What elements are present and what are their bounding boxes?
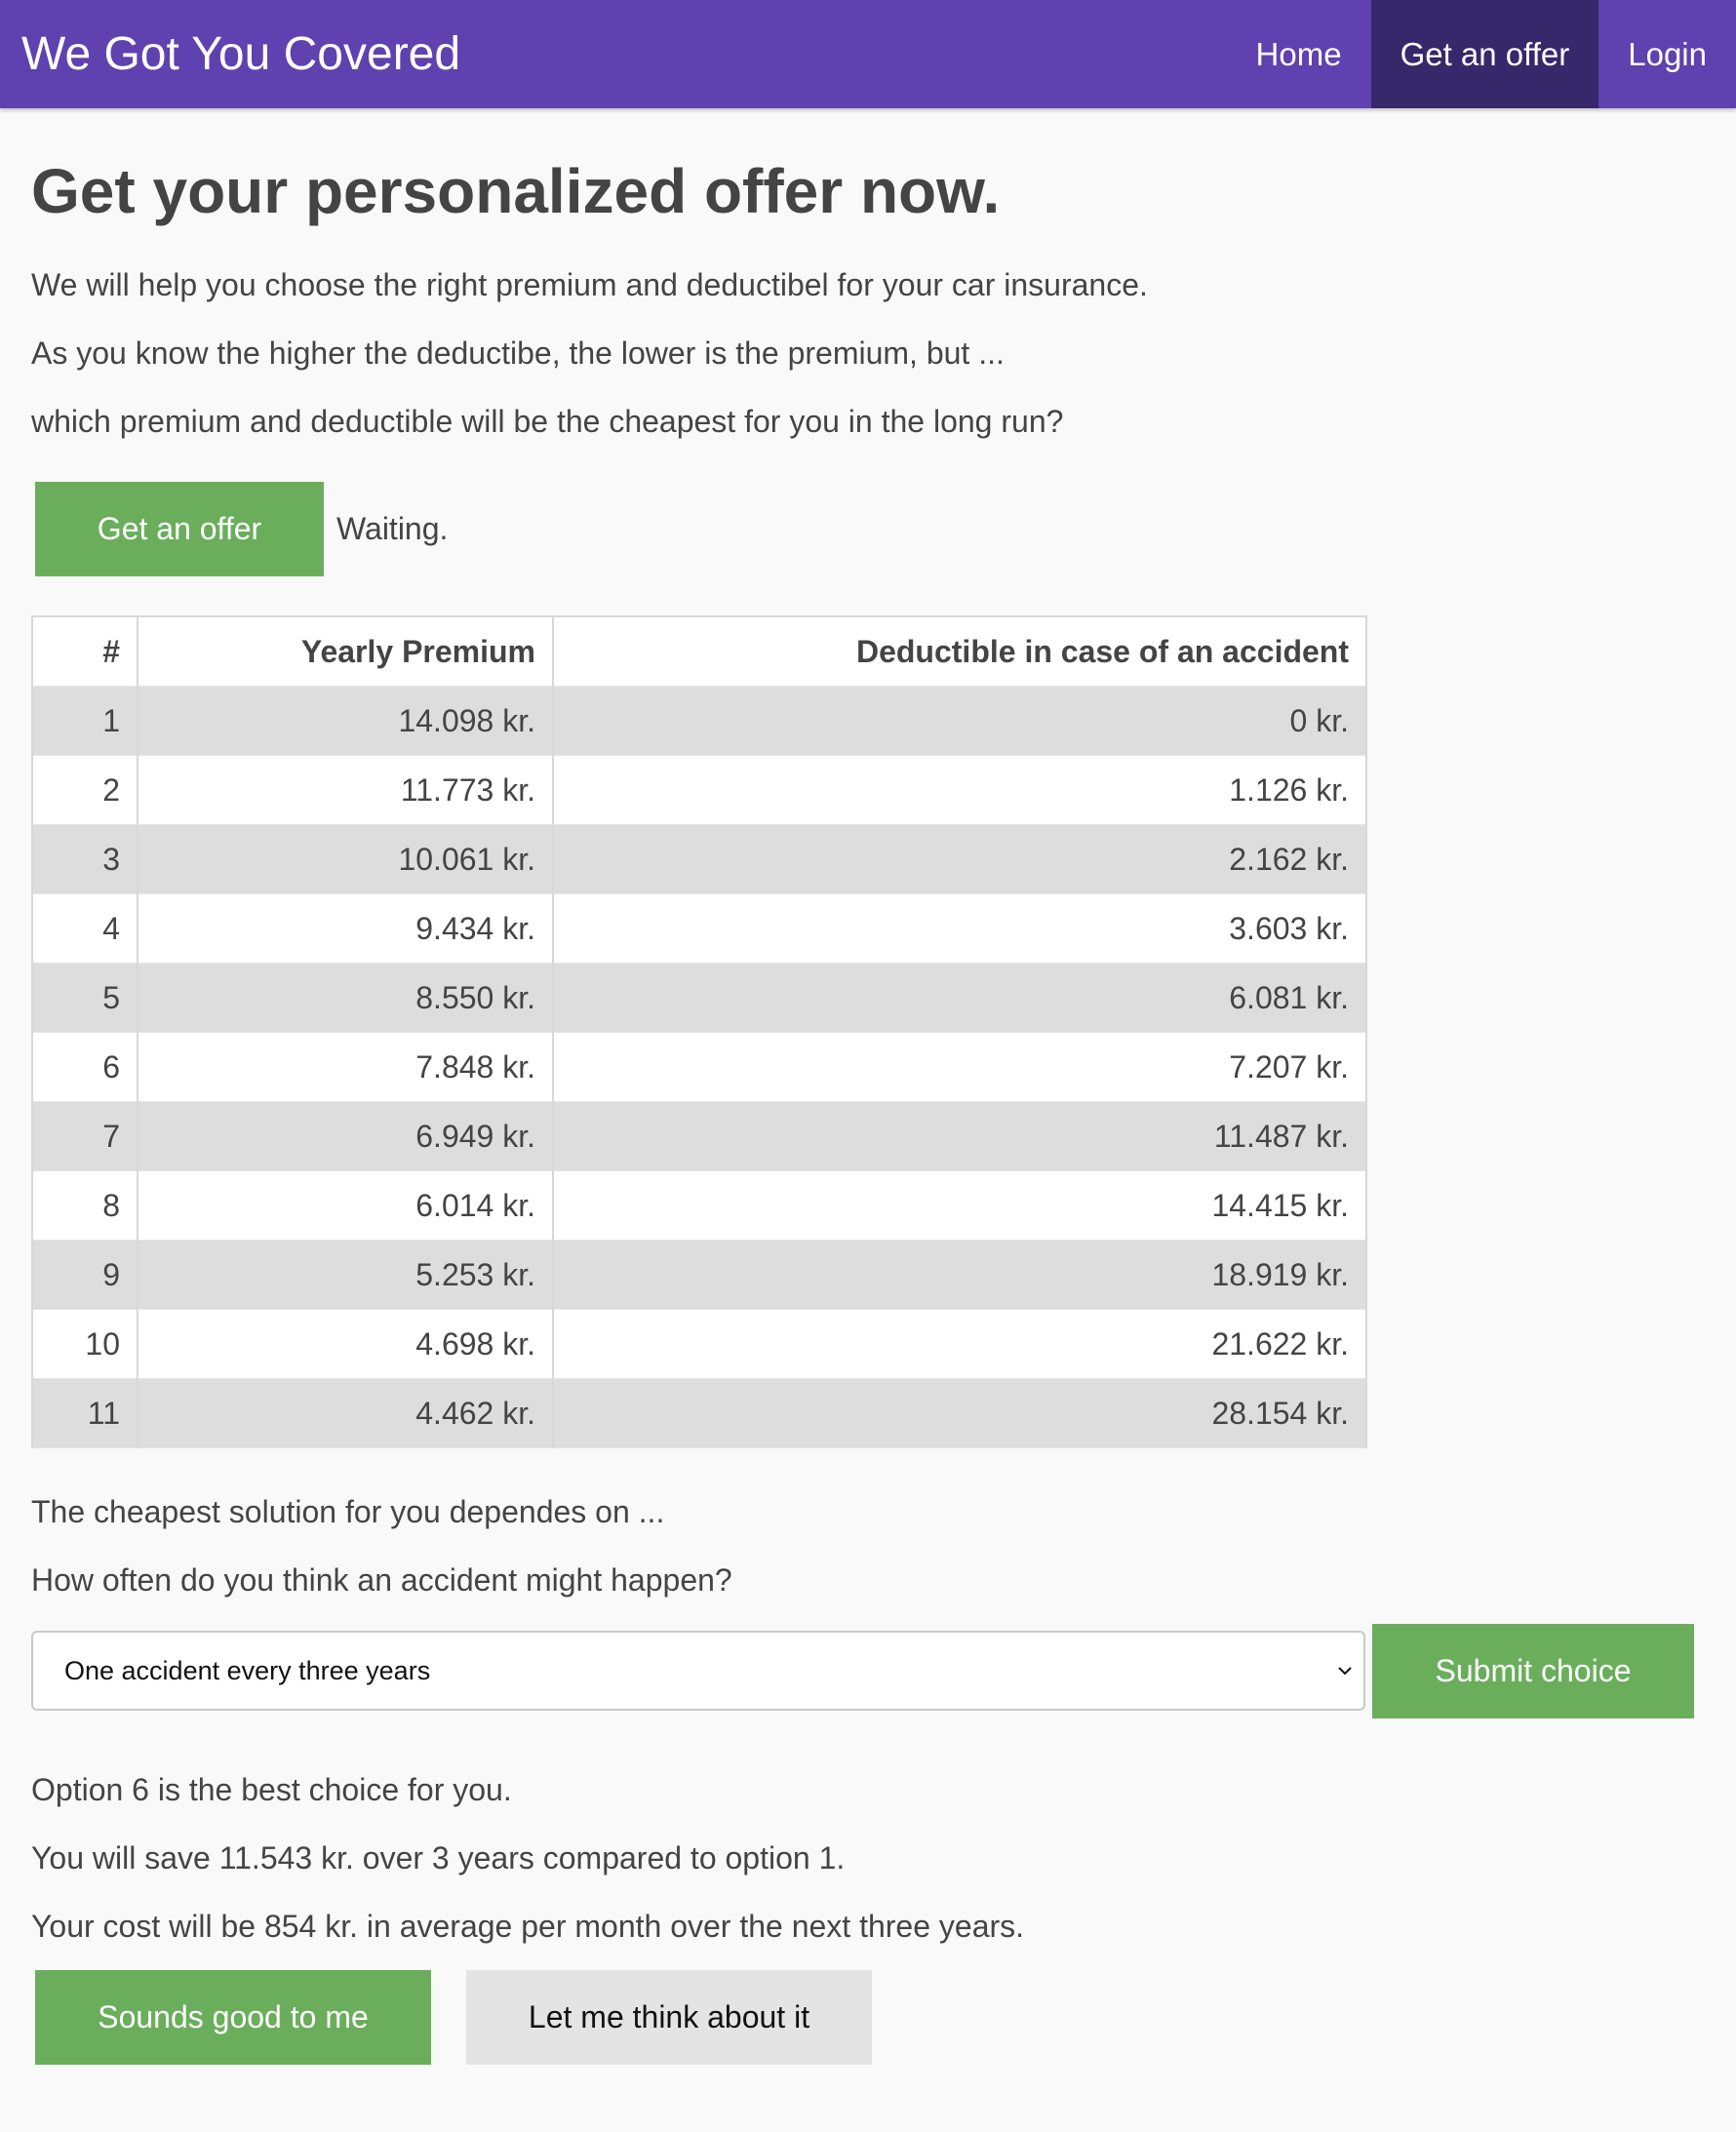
row-deductible: 28.154 kr. (553, 1379, 1366, 1448)
row-number: 11 (32, 1379, 138, 1448)
row-number: 8 (32, 1171, 138, 1241)
nav-link-login[interactable]: Login (1628, 36, 1707, 72)
sounds-good-button[interactable]: Sounds good to me (35, 1970, 431, 2065)
header-yearly-premium: Yearly Premium (138, 616, 553, 687)
table-row (32, 894, 1366, 964)
nav-links (1227, 0, 1736, 108)
row-premium: 14.098 kr. (138, 687, 553, 756)
row-premium: 11.773 kr. (138, 756, 553, 825)
top-navbar (0, 0, 1736, 108)
table-row (32, 1102, 1366, 1171)
intro-line-2: As you know the higher the deductibe, the lower is the premium, but ... (31, 336, 1005, 371)
get-offer-button[interactable]: Get an offer (35, 482, 324, 576)
row-deductible: 3.603 kr. (553, 894, 1366, 964)
row-premium: 5.253 kr. (138, 1241, 553, 1310)
row-deductible: 6.081 kr. (553, 964, 1366, 1033)
row-premium: 7.848 kr. (138, 1033, 553, 1102)
intro-line-3: which premium and deductible will be the cheapest for you in the long run? (31, 404, 1064, 439)
offer-status: Waiting. (336, 511, 449, 546)
chevron-down-icon (1338, 1664, 1352, 1678)
think-about-it-button[interactable]: Let me think about it (466, 1970, 872, 2065)
row-premium: 6.014 kr. (138, 1171, 553, 1241)
row-number: 4 (32, 894, 138, 964)
row-deductible: 1.126 kr. (553, 756, 1366, 825)
nav-link-get-offer[interactable]: Get an offer (1371, 0, 1599, 108)
table-header-row (32, 616, 1366, 687)
table-row (32, 687, 1366, 756)
submit-choice-button[interactable]: Submit choice (1372, 1624, 1694, 1718)
header-number: # (32, 616, 138, 687)
row-deductible: 7.207 kr. (553, 1033, 1366, 1102)
row-premium: 4.698 kr. (138, 1310, 553, 1379)
row-deductible: 21.622 kr. (553, 1310, 1366, 1379)
result-line-3: Your cost will be 854 kr. in average per month over the next three years. (31, 1909, 1025, 1944)
row-number: 5 (32, 964, 138, 1033)
result-line-2: You will save 11.543 kr. over 3 years compared to option 1. (31, 1840, 846, 1875)
table-row (32, 825, 1366, 894)
header-deductible: Deductible in case of an accident (553, 616, 1366, 687)
nav-link-home[interactable]: Home (1255, 36, 1342, 72)
row-deductible: 14.415 kr. (553, 1171, 1366, 1241)
row-number: 9 (32, 1241, 138, 1310)
row-deductible: 11.487 kr. (553, 1102, 1366, 1171)
row-number: 6 (32, 1033, 138, 1102)
brand-title[interactable]: We Got You Covered (21, 28, 461, 80)
row-premium: 10.061 kr. (138, 825, 553, 894)
result-line-1: Option 6 is the best choice for you. (31, 1772, 512, 1807)
table-row (32, 756, 1366, 825)
row-number: 10 (32, 1310, 138, 1379)
row-number: 2 (32, 756, 138, 825)
offers-table (31, 615, 1367, 1448)
table-row (32, 1171, 1366, 1241)
row-deductible: 2.162 kr. (553, 825, 1366, 894)
row-number: 1 (32, 687, 138, 756)
row-premium: 8.550 kr. (138, 964, 553, 1033)
question-prompt: How often do you think an accident might happen? (31, 1562, 732, 1598)
row-premium: 6.949 kr. (138, 1102, 553, 1171)
accident-frequency-select[interactable] (31, 1631, 1365, 1711)
select-value: One accident every three years (64, 1655, 431, 1685)
row-premium: 9.434 kr. (138, 894, 553, 964)
table-row (32, 964, 1366, 1033)
row-premium: 4.462 kr. (138, 1379, 553, 1448)
intro-line-1: We will help you choose the right premium and deductibel for your car insurance. (31, 267, 1148, 302)
table-row (32, 1379, 1366, 1448)
row-deductible: 0 kr. (553, 687, 1366, 756)
page-title: Get your personalized offer now. (31, 156, 1001, 226)
row-number: 7 (32, 1102, 138, 1171)
table-row (32, 1033, 1366, 1102)
row-deductible: 18.919 kr. (553, 1241, 1366, 1310)
row-number: 3 (32, 825, 138, 894)
question-lead: The cheapest solution for you dependes on ... (31, 1494, 665, 1529)
table-row (32, 1241, 1366, 1310)
table-row (32, 1310, 1366, 1379)
